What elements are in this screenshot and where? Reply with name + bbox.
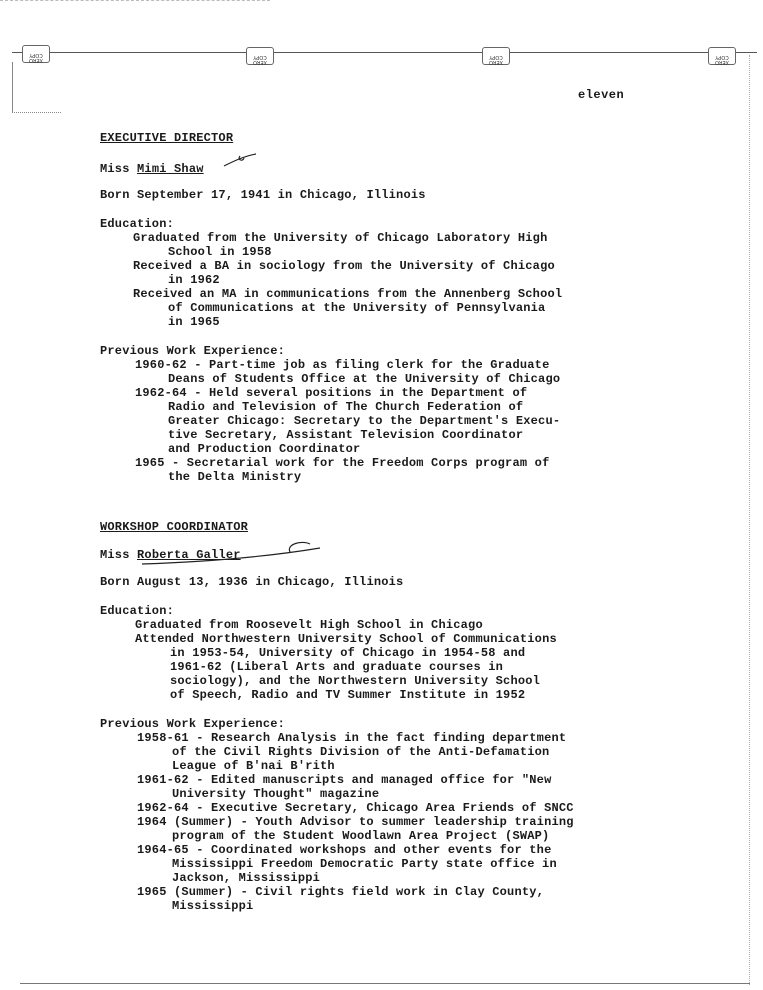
work-line: League of B'nai B'rith: [172, 759, 335, 773]
work-line: program of the Student Woodlawn Area Project (SWAP): [172, 829, 550, 843]
work-label: Previous Work Experience:: [100, 344, 286, 358]
education-label: Education:: [100, 604, 175, 618]
education-line: Received an MA in communications from the Annenberg School: [133, 287, 563, 301]
education-line: Attended Northwestern University School of Communications: [135, 632, 557, 646]
person-name: Miss Roberta Galler: [100, 548, 241, 562]
work-line: Greater Chicago: Secretary to the Department's Execu-: [168, 414, 561, 428]
education-label: Education:: [100, 217, 175, 231]
work-line: 1958-61 - Research Analysis in the fact finding department: [137, 731, 567, 745]
work-line: University Thought" magazine: [172, 787, 380, 801]
work-line: 1964-65 - Coordinated workshops and other events for the: [137, 843, 552, 857]
education-line: 1961-62 (Liberal Arts and graduate courses in: [170, 660, 504, 674]
education-line: in 1953-54, University of Chicago in 1954-58 and: [170, 646, 526, 660]
xero-copy-stamp: XERO COPY: [22, 45, 50, 63]
education-line: of Communications at the University of Pennsylvania: [168, 301, 546, 315]
education-line: Graduated from the University of Chicago Laboratory High: [133, 231, 548, 245]
corner-mark: [12, 62, 61, 113]
section-heading: WORKSHOP COORDINATOR: [100, 520, 249, 534]
work-line: tive Secretary, Assistant Television Coordinator: [168, 428, 524, 442]
xero-copy-stamp: XERO COPY: [246, 47, 274, 65]
section-heading: EXECUTIVE DIRECTOR: [100, 131, 234, 145]
education-line: sociology), and the Northwestern University School: [170, 674, 541, 688]
work-line: 1960-62 - Part-time job as filing clerk for the Graduate: [135, 358, 550, 372]
education-line: in 1965: [168, 315, 220, 329]
birth-line: Born August 13, 1936 in Chicago, Illinois: [100, 575, 404, 589]
work-line: Mississippi Freedom Democratic Party state office in: [172, 857, 557, 871]
work-line: Deans of Students Office at the University of Chicago: [168, 372, 561, 386]
work-line: and Production Coordinator: [168, 442, 361, 456]
work-line: 1962-64 - Executive Secretary, Chicago Area Friends of SNCC: [137, 801, 574, 815]
page-number: eleven: [578, 88, 625, 102]
work-line: 1965 - Secretarial work for the Freedom Corps program of: [135, 456, 550, 470]
handwritten-mark: [222, 150, 258, 170]
work-line: Mississippi: [172, 899, 254, 913]
education-line: in 1962: [168, 273, 220, 287]
work-line: 1965 (Summer) - Civil rights field work in Clay County,: [137, 885, 545, 899]
education-line: Received a BA in sociology from the University of Chicago: [133, 259, 555, 273]
work-line: 1961-62 - Edited manuscripts and managed office for "New: [137, 773, 552, 787]
top-dashed-edge: [0, 0, 270, 1]
work-line: of the Civil Rights Division of the Anti-Defamation: [172, 745, 550, 759]
work-line: 1962-64 - Held several positions in the Department of: [135, 386, 528, 400]
person-name: Miss Mimi Shaw: [100, 162, 204, 176]
education-line: Graduated from Roosevelt High School in Chicago: [135, 618, 483, 632]
right-margin-line: [749, 55, 750, 985]
birth-line: Born September 17, 1941 in Chicago, Illinois: [100, 188, 426, 202]
work-line: Radio and Television of The Church Federation of: [168, 400, 524, 414]
education-line: of Speech, Radio and TV Summer Institute in 1952: [170, 688, 526, 702]
work-label: Previous Work Experience:: [100, 717, 286, 731]
handwritten-mark: [140, 536, 330, 568]
top-rule: [12, 52, 757, 53]
education-line: School in 1958: [168, 245, 272, 259]
xero-copy-stamp: XERO COPY: [708, 47, 736, 65]
work-line: 1964 (Summer) - Youth Advisor to summer leadership training: [137, 815, 574, 829]
xero-copy-stamp: XERO COPY: [482, 47, 510, 65]
bottom-rule: [20, 983, 750, 984]
work-line: the Delta Ministry: [168, 470, 302, 484]
work-line: Jackson, Mississippi: [172, 871, 321, 885]
